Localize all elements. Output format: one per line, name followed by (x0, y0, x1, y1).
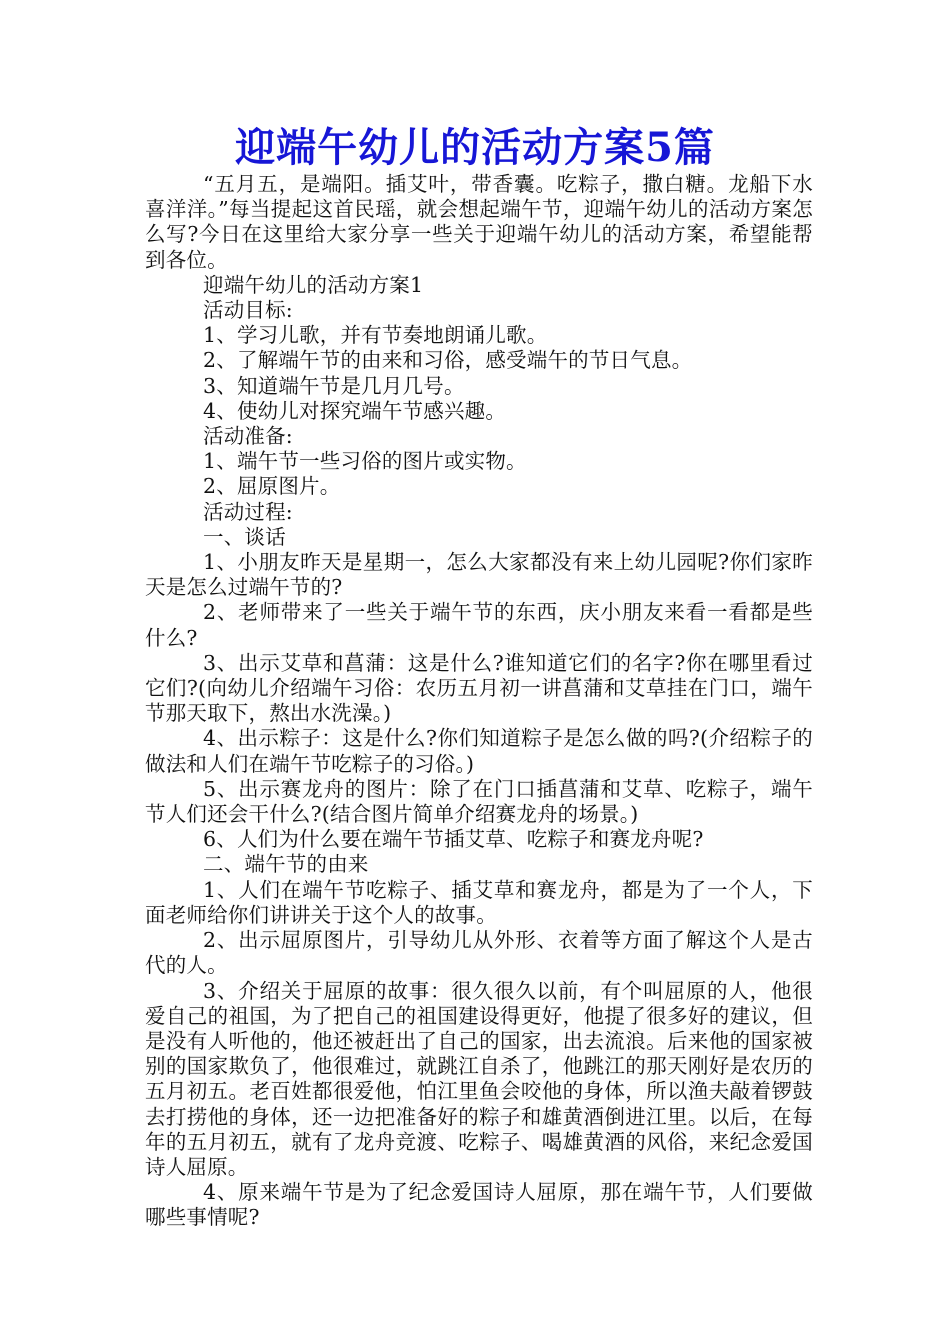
list-item: 3、介绍关于屈原的故事：很久很久以前，有个叫屈原的人，他很爱自己的祖国，为了把自己的祖国建设得更好，他提了很多好的建议，但是没有人听他的，他还被赶出了自己的国家，出去流浪。后来他的国家被别的国家欺负了，他很难过，就跳江自杀了，他跳江的那天刚好是农历的五月初五。老百姓都很爱他，怕江里鱼会咬他的身体，所以渔夫敲着锣鼓去打捞他的身体，还一边把准备好的粽子和雄黄酒倒进江里。以后，在每年的五月初五，就有了龙舟竞渡、吃粽子、喝雄黄酒的风俗，来纪念爱国诗人屈原。 (145, 978, 813, 1179)
section-heading: 迎端午幼儿的活动方案1 (203, 272, 424, 297)
list-item: 1、学习儿歌，并有节奏地朗诵儿歌。 (203, 323, 548, 348)
document-title: 迎端午幼儿的活动方案5篇 (235, 124, 715, 171)
list-item: 6、人们为什么要在端午节插艾草、吃粽子和赛龙舟呢? (203, 827, 704, 852)
list-item: 4、使幼儿对探究端午节感兴趣。 (203, 398, 507, 423)
list-item: 2、出示屈原图片，引导幼儿从外形、衣着等方面了解这个人是古代的人。 (145, 928, 813, 978)
list-item: 1、端午节一些习俗的图片或实物。 (203, 449, 527, 474)
list-item: 2、老师带来了一些关于端午节的东西，庆小朋友来看一看都是些什么? (145, 600, 813, 650)
list-item: 5、出示赛龙舟的图片：除了在门口插菖蒲和艾草、吃粽子，端午节人们还会干什么?(结合图片简单介绍赛龙舟的场景。) (145, 776, 813, 827)
list-item: 4、原来端午节是为了纪念爱国诗人屈原，那在端午节，人们要做哪些事情呢? (145, 1180, 813, 1230)
step-heading: 二、端午节的由来 (203, 852, 369, 877)
subheading-process: 活动过程: (203, 499, 293, 524)
subheading-preparation: 活动准备: (203, 424, 293, 449)
list-item: 2、了解端午节的由来和习俗，感受端午的节日气息。 (203, 348, 693, 373)
list-item: 3、出示艾草和菖蒲：这是什么?谁知道它们的名字?你在哪里看过它们?(向幼儿介绍端午习俗：农历五月初一讲菖蒲和艾草挂在门口，端午节那天取下，熬出水洗澡。) (145, 650, 813, 726)
document-body (145, 172, 813, 1231)
list-item: 1、人们在端午节吃粽子、插艾草和赛龙舟，都是为了一个人，下面老师给你们讲讲关于这个人的故事。 (145, 877, 813, 927)
subheading-goals: 活动目标: (203, 298, 293, 323)
intro-paragraph: “五月五，是端阳。插艾叶，带香囊。吃粽子，撒白糖。龙船下水喜洋洋。”每当提起这首民瑶，就会想起端午节，迎端午幼儿的活动方案怎么写?今日在这里给大家分享一些关于迎端午幼儿的活动方案，希望能帮到各位。 (145, 172, 813, 272)
list-item: 2、屈原图片。 (203, 474, 341, 499)
list-item: 3、知道端午节是几月几号。 (203, 373, 465, 398)
list-item: 1、小朋友昨天是星期一，怎么大家都没有来上幼儿园呢?你们家昨天是怎么过端午节的? (145, 550, 813, 600)
list-item: 4、出示粽子：这是什么?你们知道粽子是怎么做的吗?(介绍粽子的做法和人们在端午节吃粽子的习俗。) (145, 726, 813, 776)
step-heading: 一、谈话 (203, 524, 286, 549)
